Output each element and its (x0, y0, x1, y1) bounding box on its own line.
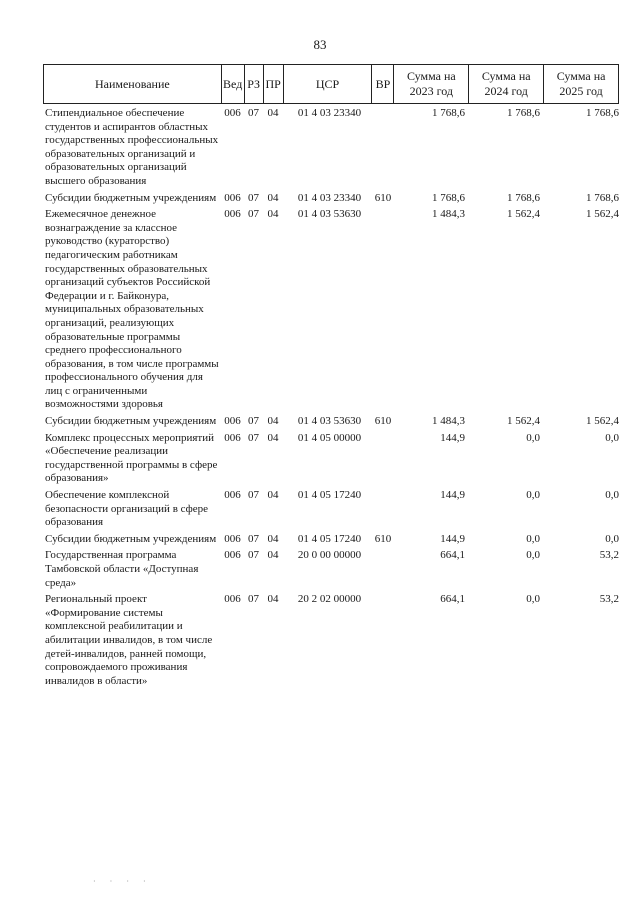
row-name: Комплекс процессных мероприятий «Обеспечение реализации государственной программы в сфере образования» (45, 431, 218, 485)
row-csr: 01 4 05 17240 (297, 532, 362, 545)
header-vr: ВР (372, 65, 394, 103)
row-pr: 04 (267, 489, 279, 502)
row-sum-2023: 144,9 (440, 532, 465, 545)
row-ved: 006 (224, 208, 241, 221)
table-body (43, 107, 619, 688)
row-ved: 006 (224, 415, 241, 428)
row-csr: 20 0 00 00000 (297, 549, 362, 562)
row-sum-2024: 0,0 (526, 489, 540, 502)
row-vr (372, 593, 394, 688)
row-sum-2023: 144,9 (440, 489, 465, 502)
row-csr: 01 4 03 23340 (297, 191, 362, 204)
row-vr: 610 (374, 415, 392, 428)
row-rz: 07 (248, 489, 259, 502)
row-ved: 006 (224, 191, 241, 204)
row-sum-2023: 1 768,6 (432, 107, 465, 119)
row-sum-2025: 53,2 (599, 593, 619, 606)
row-rz: 07 (248, 191, 259, 204)
row-rz: 07 (248, 415, 259, 428)
row-pr: 04 (267, 415, 279, 428)
row-pr: 04 (267, 191, 279, 204)
row-sum-2025: 0,0 (605, 489, 619, 502)
row-vr (372, 208, 394, 412)
header-sum-2025: Сумма на 2025 год (544, 65, 619, 103)
row-sum-2025: 1 768,6 (586, 191, 619, 204)
row-sum-2025: 1 562,4 (586, 415, 619, 428)
row-sum-2023: 664,1 (440, 549, 465, 562)
row-ved: 006 (224, 532, 241, 545)
table-row (43, 549, 619, 590)
row-csr: 20 2 02 00000 (297, 593, 362, 606)
row-rz: 07 (248, 532, 259, 545)
table-row (43, 593, 619, 688)
header-sum-2023: Сумма на 2023 год (394, 65, 469, 103)
row-pr: 04 (267, 107, 279, 119)
row-ved: 006 (224, 593, 241, 606)
row-sum-2023: 1 484,3 (432, 415, 465, 428)
header-ved: Вед (222, 65, 245, 103)
row-csr: 01 4 03 53630 (297, 208, 362, 221)
row-vr (372, 549, 394, 590)
row-pr: 04 (267, 593, 279, 606)
header-pr: ПР (264, 65, 284, 103)
header-sum-2024: Сумма на 2024 год (469, 65, 544, 103)
row-sum-2024: 0,0 (526, 532, 540, 545)
row-pr: 04 (267, 208, 279, 221)
header-csr: ЦСР (284, 65, 373, 103)
row-vr: 610 (374, 532, 392, 545)
table-row (43, 107, 619, 189)
row-ved: 006 (224, 489, 241, 502)
row-csr: 01 4 05 00000 (297, 431, 362, 444)
header-name: Наименование (44, 65, 222, 103)
row-sum-2024: 1 768,6 (507, 107, 540, 119)
row-sum-2024: 1 768,6 (507, 191, 540, 204)
row-sum-2025: 1 562,4 (586, 208, 619, 221)
row-sum-2023: 144,9 (440, 431, 465, 444)
row-rz: 07 (248, 107, 259, 119)
row-rz: 07 (248, 549, 259, 562)
row-name: Ежемесячное денежное вознаграждение за классное руководство (кураторство) педагогическим работникам государственных образовательных организаций субъектов Российской Федерации и г. Байконура, муниципальных образовательных организаций, реализующих образовательные программы среднего профессионального образования, в том числе программы профессионального обучения для лиц с ограниченными возможностями здоровья (45, 208, 219, 411)
row-sum-2024: 0,0 (526, 593, 540, 606)
row-ved: 006 (224, 107, 241, 119)
row-rz: 07 (248, 208, 259, 221)
row-sum-2025: 1 768,6 (586, 107, 619, 119)
row-vr (372, 432, 394, 486)
table-row (43, 432, 619, 486)
row-sum-2025: 0,0 (605, 431, 619, 444)
page-number: 83 (313, 37, 327, 52)
row-sum-2023: 1 484,3 (432, 208, 465, 221)
row-sum-2025: 53,2 (599, 549, 619, 562)
table-row (43, 489, 619, 530)
table-header (43, 64, 619, 104)
row-name: Региональный проект «Формирование системы комплексной реабилитации и абилитации инвалидов, в том числе детей-инвалидов, ранней помощи, сопровождаемого проживания инвалидов в области» (45, 593, 213, 687)
row-ved: 006 (224, 549, 241, 562)
row-name: Субсидии бюджетным учреждениям (45, 415, 217, 428)
table-row (43, 192, 619, 206)
budget-table (43, 64, 619, 688)
row-csr: 01 4 03 53630 (297, 415, 362, 428)
row-rz: 07 (248, 593, 259, 606)
row-csr: 01 4 03 23340 (297, 107, 362, 119)
row-sum-2024: 1 562,4 (507, 208, 540, 221)
row-name: Обеспечение комплексной безопасности организаций в сфере образования (45, 489, 209, 529)
row-name: Субсидии бюджетным учреждениям (45, 191, 217, 204)
row-pr: 04 (267, 549, 279, 562)
row-vr (372, 489, 394, 530)
row-sum-2023: 664,1 (440, 593, 465, 606)
row-sum-2024: 0,0 (526, 431, 540, 444)
row-sum-2024: 0,0 (526, 549, 540, 562)
row-vr (372, 107, 394, 189)
row-name: Субсидии бюджетным учреждениям (45, 532, 217, 545)
row-name: Стипендиальное обеспечение студентов и аспирантов областных государственных профессиональных образовательных организаций и образовательных организаций высшего образования (45, 107, 219, 187)
row-vr: 610 (374, 191, 392, 204)
row-pr: 04 (267, 532, 279, 545)
row-ved: 006 (224, 431, 241, 444)
header-rz: РЗ (245, 65, 264, 103)
scan-mark: · · · · (93, 877, 152, 886)
row-sum-2024: 1 562,4 (507, 415, 540, 428)
table-row (43, 533, 619, 547)
row-pr: 04 (267, 431, 279, 444)
row-csr: 01 4 05 17240 (297, 489, 362, 502)
row-rz: 07 (248, 431, 259, 444)
row-name: Государственная программа Тамбовской области «Доступная среда» (45, 549, 199, 589)
table-row (43, 208, 619, 412)
table-row (43, 415, 619, 429)
row-sum-2025: 0,0 (605, 532, 619, 545)
row-sum-2023: 1 768,6 (432, 191, 465, 204)
